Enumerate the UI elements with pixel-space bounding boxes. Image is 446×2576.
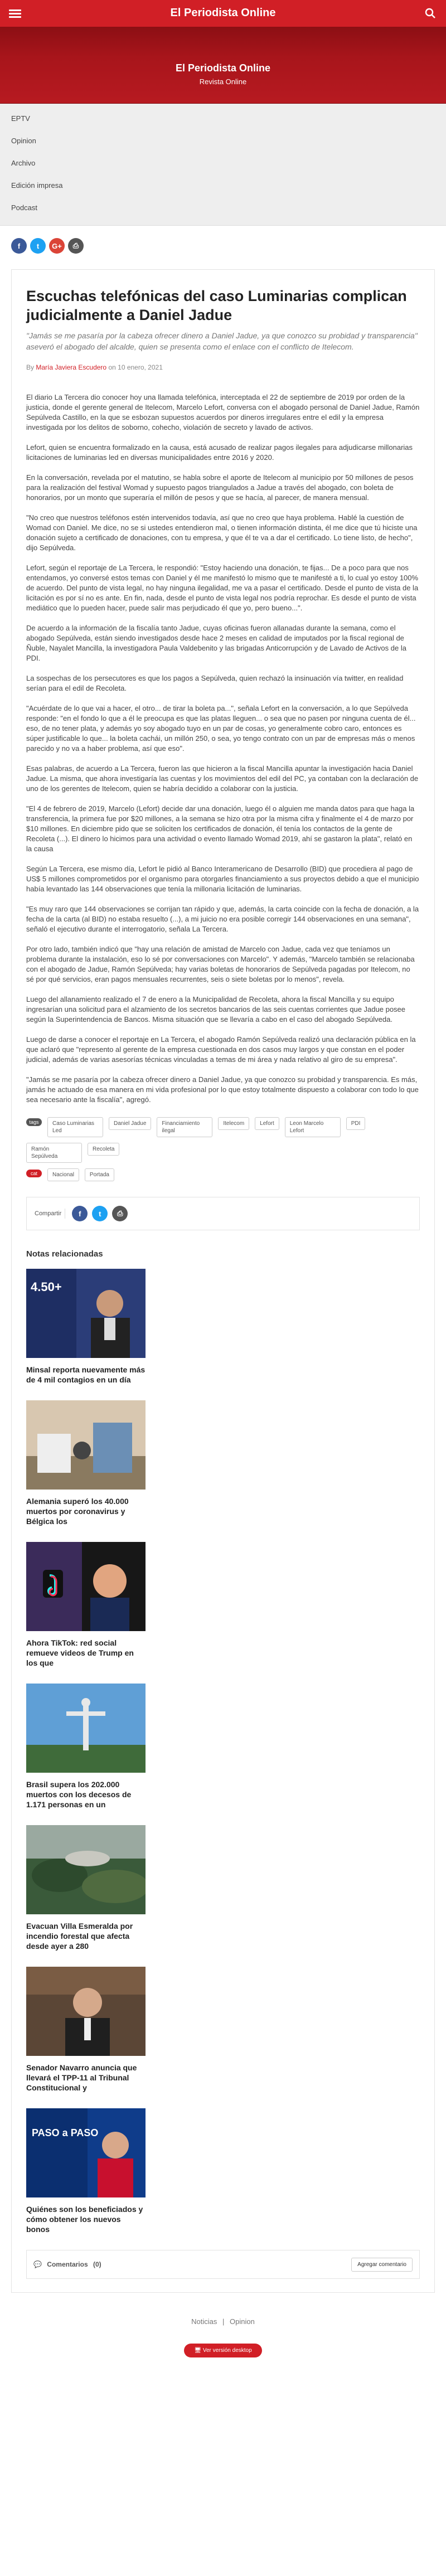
byline-on: on <box>108 363 116 371</box>
paragraph: El diario La Tercera dio conocer hoy una llamada telefónica, interceptada el 22 de septiembre de 2019 por orden de la justicia, donde el gerente general de Itelecom, Marcelo Lefort, conversa con el abogado personal de Daniel Jadue, Ramón Sepúlveda Castillo, en la que se esbozan supuestos acuerdos por dineros irregulares entre el edil y la empresa investigada por los delitos de soborno, cohecho, violación de secreto y lavado de activos. <box>26 393 420 431</box>
related-thumbnail[interactable] <box>26 2108 146 2197</box>
related-title[interactable]: Brasil supera los 202.000 muertos con los decesos de 1.171 personas en un <box>26 1780 132 1809</box>
facebook-icon[interactable]: f <box>11 238 27 254</box>
nav-item-archivo[interactable]: Archivo <box>11 159 36 167</box>
tag-daniel-jadue[interactable]: Daniel Jadue <box>109 1117 151 1130</box>
nav-item-edicion-impresa[interactable]: Edición impresa <box>11 181 63 190</box>
related-card[interactable] <box>26 1269 146 1385</box>
nav-item-podcast[interactable]: Podcast <box>11 203 37 212</box>
article-title: Escuchas telefónicas del caso Luminarias complican judicialmente a Daniel Jadue <box>26 288 407 323</box>
related-title[interactable]: Evacuan Villa Esmeralda por incendio forestal que afecta desde ayer a 280 <box>26 1922 133 1951</box>
article-date: 10 enero, 2021 <box>118 363 163 371</box>
paragraph: "Jamás se me pasaría por la cabeza ofrecer dinero a Daniel Jadue, ya que conozco su probidad y transparencia. Es más, jamás he actuado de esa manera en mi vida profesional por lo que estoy totalmente dispuesto a colaborar con todo lo que sea necesario ante la fiscalía", agregó. <box>26 1075 419 1104</box>
hero-banner <box>0 27 446 104</box>
paragraph: "Acuérdate de lo que vai a hacer, el otro... de tirar la boleta pa...", señala Lefort en la conversación, a lo que Sepúlveda responde: "en el fondo lo que a él le preocupa es que las platas lleguen... o sea que no pasen por ninguna cuenta de él... eso, de no tener plata, y además yo soy abogado tuyo en un par de cosas, yo generalmente cobro caro, entonces es súper justificable lo que... la boleta cachái, un millón 250, o sea, yo tengo contrato con un par de empresas más o menos parecido y no va a haber problema, así que eso". <box>26 704 416 753</box>
facebook-icon[interactable]: f <box>72 1206 88 1221</box>
paragraph: La sospechas de los persecutores es que los pagos a Sepúlveda, quien rechazó la insinuación vía twitter, en realidad serían para el edil de Recoleta. <box>26 674 404 692</box>
related-title[interactable]: Quiénes son los beneficiados y cómo obtener los nuevos bonos <box>26 2205 143 2234</box>
add-comment-button[interactable]: Agregar comentario <box>351 2258 413 2272</box>
footer-space <box>0 2357 446 2380</box>
paragraph: Por otro lado, también indicó que "hay una relación de amistad de Marcelo con Jadue, cada vez que teníamos un problema durante la instalación, eso lo sé por conversaciones con Marcelo". Y además, "Marcelo también se relacionaba con el abogado de Jadue, Ramón Sepúlveda; hay varias boletas de honorarios de Sepúlveda pagadas por Itelecom, no sé por qué servicios, eran pagos mensuales recurrentes, seis o siete boletas por lo menos", revela. <box>26 945 415 983</box>
paragraph: "El 4 de febrero de 2019, Marcelo (Lefort) decide dar una donación, luego él o alguien me manda datos para que haga la transferencia, la primera fue por $20 millones, a la semana se hizo otra por la misma cifra y finalmente el 4 de marzo por $10 millones. En diciembre pido que se soliciten los certificados de donación, él tenía los contactos de la gente de Recoleta (...). El dinero lo hicimos para una actividad o evento llamado Womad 2019, ahí se gastaron la plata", relató en la causa <box>26 804 415 853</box>
tag-leon-marcelo-lefort[interactable]: Leon Marcelo Lefort <box>285 1117 341 1137</box>
desktop-version-label: Ver versión desktop <box>202 2347 252 2354</box>
category-icon: cat <box>26 1170 42 1177</box>
hero-description: Revista Online <box>199 77 247 86</box>
desktop-version-wrap <box>0 2344 446 2357</box>
share-bar-top <box>0 226 446 266</box>
article-lead: "Jamás se me pasaría por la cabeza ofrecer dinero a Daniel Jadue, ya que conozco su probidad y transparencia" aseveró el abogado del alcalde, quien se presenta como el enlace con el conflicto de Itelecom. <box>26 331 418 351</box>
article <box>11 269 435 2293</box>
hero-site-name[interactable]: El Periodista Online <box>175 62 271 74</box>
paragraph: Según La Tercera, ese mismo día, Lefort le pidió al Banco Interamericano de Desarrollo (BID) que procediera al pago de US$ 5 millones comprometidos por el organismo para otorgarles financiamiento a sus proyectos debido a que el municipio había levantado las 144 observaciones que tenía la millonaria licitación de luminarias. <box>26 865 419 893</box>
related-thumbnail[interactable] <box>26 1967 146 2056</box>
nav-menu <box>0 104 446 226</box>
paragraph: "No creo que nuestros teléfonos estén intervenidos todavía, así que no creo que haya problema. Hablé la cuestión de Womad con Daniel. Me dice, no se si ustedes entendieron mal, o tienen información distinta, él me dice que tú hiciste una donación sujeto a certificado de donaciones, con tu empresa, y que él te va a dar el certificado. Lo tiene listo, de hecho", dijo Sepúlveda. <box>26 513 418 552</box>
tag-caso-luminarias[interactable]: Caso Luminarias Led <box>47 1117 103 1137</box>
print-icon[interactable]: ⎙ <box>112 1206 128 1221</box>
desktop-version-button[interactable] <box>184 2344 261 2357</box>
thumb-badge: 4.50+ <box>31 1280 62 1294</box>
search-icon[interactable] <box>425 8 437 19</box>
byline <box>26 363 420 371</box>
nav-item-opinion[interactable]: Opinion <box>11 137 36 145</box>
related-thumbnail[interactable] <box>26 1400 146 1490</box>
tag-lefort[interactable]: Lefort <box>255 1117 279 1130</box>
author-link[interactable]: María Javiera Escudero <box>36 363 107 371</box>
tag-financiamiento-ilegal[interactable]: Financiamiento ilegal <box>157 1117 212 1137</box>
footer-links <box>0 2317 446 2326</box>
related-card[interactable] <box>26 1400 146 1526</box>
comments-label[interactable] <box>33 2260 105 2268</box>
share-label: Compartir <box>35 1209 65 1219</box>
paragraph: Esas palabras, de acuerdo a La Tercera, fueron las que hicieron a la fiscal Mancilla apuntar la investigación hacia Daniel Jadue. La misma, que ahora investigaría las cuentas y los movimientos del edil del PC, ya contaban con la declaración de uno de los gerentes de Itelecom, quien se habría decidido a colaborar con la justicia. <box>26 764 419 793</box>
comments-count: (0) <box>93 2260 101 2268</box>
site-title[interactable]: El Periodista Online <box>170 7 276 19</box>
related-heading: Notas relacionadas <box>26 1249 103 1259</box>
related-card[interactable] <box>26 1542 146 1668</box>
tags-icon: tags <box>26 1118 42 1126</box>
footer-link-opinion[interactable]: Opinion <box>230 2317 255 2326</box>
related-title[interactable]: Ahora TikTok: red social remueve videos de Trump en los que <box>26 1638 134 1667</box>
thumb-badge: PASO a PASO <box>32 2127 99 2138</box>
related-title[interactable]: Alemania superó los 40.000 muertos por coronavirus y Bélgica los <box>26 1497 129 1526</box>
paragraph: Lefort, quien se encuentra formalizado en la causa, está acusado de realizar pagos ilegales para adjudicarse millonarias licitaciones de luminarias led en diversas municipalidades entre 2016 y 2020. <box>26 443 413 462</box>
nav-item-eptv[interactable]: EPTV <box>11 114 30 123</box>
comments-title: Comentarios <box>47 2260 88 2268</box>
related-card[interactable] <box>26 2108 146 2234</box>
related-thumbnail[interactable] <box>26 1825 146 1914</box>
paragraph: De acuerdo a la información de la fiscalía tanto Jadue, cuyas oficinas fueron allanadas durante la semana, como el abogado Sepúlveda, están siendo investigados desde hace 2 meses en calidad de imputados por la fiscal regional de Ñuble, Nayalet Mancilla, la investigadora Paula Valdebenito y las brigadas Anticorrupción y de Lavado de Activos de la PDI. <box>26 624 406 662</box>
tag-list <box>26 1117 420 1163</box>
related-card[interactable] <box>26 1825 146 1951</box>
article-body <box>26 392 420 1105</box>
paragraph: "Es muy raro que 144 observaciones se corrijan tan rápido y que, además, la carta coincide con la fecha de donación, a la fecha de la carta (al BID) no estaba resuelto (...), a mi juicio no era posible corregir 144 observaciones en una semana", señaló el ejecutivo durante el interrogatorio, señala La Tercera. <box>26 905 419 933</box>
related-title[interactable]: Senador Navarro anuncia que llevará el TPP-11 al Tribunal Constitucional y <box>26 2063 137 2092</box>
comments-bar <box>26 2250 420 2279</box>
paragraph: En la conversación, revelada por el matutino, se habla sobre el aporte de Itelecom al municipio por 50 millones de pesos para la realización del festival Womad y supuesto pagos triangulados a Jadue a través del abogado, con boleta de honorarios, por un monto que superaría el millón de pesos y que se hacía, al parecer, de manera mensual. <box>26 473 414 502</box>
twitter-icon[interactable]: t <box>30 238 46 254</box>
footer-link-noticias[interactable]: Noticias <box>191 2317 217 2326</box>
byline-by: By <box>26 363 35 371</box>
related-thumbnail[interactable] <box>26 1684 146 1773</box>
category-nacional[interactable]: Nacional <box>47 1168 79 1181</box>
paragraph: Lefort, según el reportaje de La Tercera, le respondió: "Estoy haciendo una donación, te fijas... De a poco para que nos entendamos, yo conversé estos temas con Daniel y él me manifestó lo mismo que te manifesté a ti, lo cual yo estoy 100% de acuerdo. Del punto de vista legal, no hay ninguna ilegalidad, me va a pasar el certificado. Desde el punto de vista de la licitación es por sí no es ante. En fin, nada, desde el punto de vista legal nos podría reprochar. Es desde el punto de vista mediático que lo pueden hacer, puede salir mas perjudicado él que yo, pero bueno...". <box>26 564 419 612</box>
category-list <box>26 1168 420 1181</box>
tag-itelecom[interactable]: Itelecom <box>218 1117 249 1130</box>
tag-pdi[interactable]: PDI <box>346 1117 366 1130</box>
share-box <box>26 1197 420 1230</box>
comment-icon: 💬 <box>33 2260 42 2268</box>
tag-ramon-sepulveda[interactable]: Ramón Sepúlveda <box>26 1143 82 1163</box>
related-title[interactable]: Minsal reporta nuevamente más de 4 mil contagios en un día <box>26 1365 146 1384</box>
footer-separator: | <box>222 2317 225 2326</box>
related-thumbnail[interactable] <box>26 1542 146 1631</box>
twitter-icon[interactable]: t <box>92 1206 108 1221</box>
related-thumbnail[interactable] <box>26 1269 146 1358</box>
paragraph: Luego del allanamiento realizado el 7 de enero a la Municipalidad de Recoleta, ahora la fiscal Mancilla y su equipo ingresarían una solicitud para el alzamiento de los secretos bancarios de las seis cuentas corrientes que Jadue posee según la Superintendencia de Bancos. Misma situación que se llevaría a cabo en el caso del abogado Sepúlveda. <box>26 995 406 1023</box>
tag-recoleta[interactable]: Recoleta <box>88 1143 119 1156</box>
related-card[interactable] <box>26 1684 146 1809</box>
related-card[interactable] <box>26 1967 146 2093</box>
paragraph: Luego de darse a conocer el reportaje en La Tercera, el abogado Ramón Sepúlveda realizó una declaración pública en la que aclaró que "represento al gerente de la empresa cuestionada en dos casos muy largos y que constan en el poder judicial, además de varias asesorías técnicas vinculadas a temas de mi área y nada relativo al giro de su empresa". <box>26 1035 416 1064</box>
top-bar <box>0 0 446 27</box>
category-portada[interactable]: Portada <box>85 1168 114 1181</box>
desktop-icon: 🖥 <box>194 2347 202 2354</box>
print-icon[interactable]: ⎙ <box>68 238 84 254</box>
google-plus-icon[interactable]: G+ <box>49 238 65 254</box>
